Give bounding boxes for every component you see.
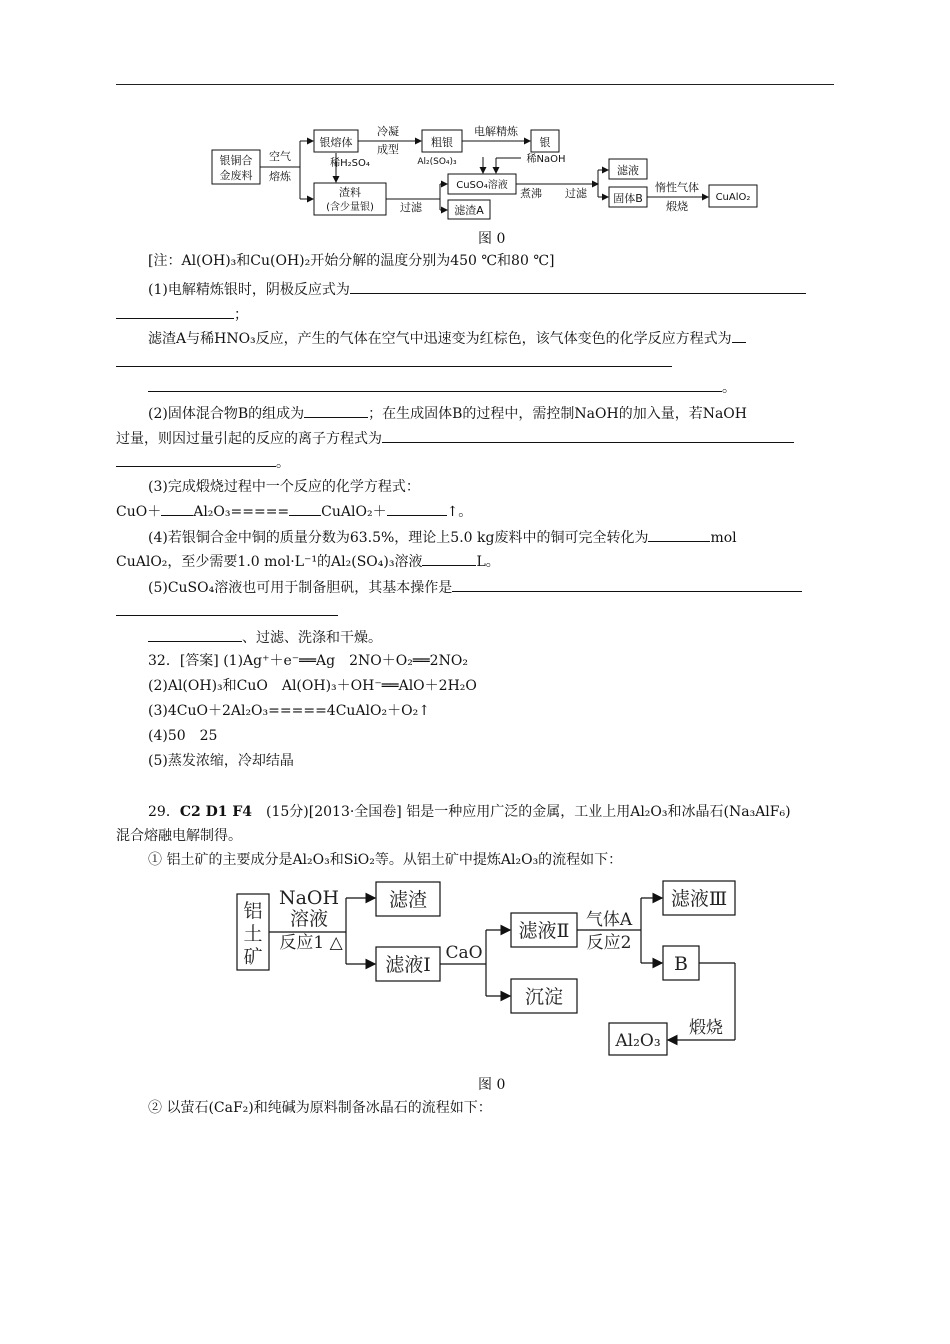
q1b-text: 滤渣A与稀HNO₃反应，产生的气体在空气中迅速变为红棕色，该气体变色的化学反应方程式为 bbox=[148, 331, 732, 347]
q2-line-b bbox=[116, 428, 794, 449]
q3-part-2: Al₂O₃===== bbox=[193, 504, 290, 520]
problem-tags: C2 D1 F4 bbox=[179, 804, 253, 820]
silver-label: 银 bbox=[539, 136, 551, 149]
ore-char-2: 土 bbox=[243, 923, 263, 945]
q4-part-4: L。 bbox=[476, 554, 500, 570]
gas-a-label: 气体A bbox=[585, 910, 633, 930]
answer-3: (3)4CuO＋2Al₂O₃=====4CuAlO₂＋O₂↑ bbox=[148, 703, 430, 719]
flow-diagram-2 bbox=[0, 870, 950, 1070]
alloy-label-2: 金废料 bbox=[219, 169, 253, 182]
filtrate-label: 滤液 bbox=[617, 164, 639, 177]
air-label: 空气 bbox=[269, 150, 291, 163]
p29-line-b: 混合熔融电解制得。 bbox=[116, 828, 242, 844]
answer-2: (2)Al(OH)₃和CuO Al(OH)₃＋OH⁻══AlO＋2H₂O bbox=[148, 678, 477, 694]
filtrate2-label: 滤液Ⅱ bbox=[518, 920, 570, 942]
al2o3-label: Al₂O₃ bbox=[615, 1031, 661, 1051]
q5-text: (5)CuSO₄溶液也可用于制备胆矾，其基本操作是 bbox=[148, 580, 453, 596]
silver-melt-label: 银熔体 bbox=[319, 136, 353, 149]
al2so43-label: Al₂(SO₄)₃ bbox=[417, 157, 457, 167]
filter2-label: 过滤 bbox=[565, 187, 587, 200]
slag-label-2: (含少量银) bbox=[326, 202, 374, 213]
q3-line-b bbox=[116, 501, 472, 522]
filtrate1-label: 滤液Ⅰ bbox=[385, 954, 431, 976]
note-line: [注：Al(OH)₃和Cu(OH)₂开始分解的温度分别为450 ℃和80 ℃] bbox=[148, 253, 555, 269]
q4-line-a bbox=[148, 527, 737, 548]
b-label: B bbox=[674, 953, 688, 975]
precipitate-label: 沉淀 bbox=[524, 986, 564, 1008]
q5-line-c bbox=[148, 627, 382, 648]
p29-line-c: ① 铝土矿的主要成分是Al₂O₃和SiO₂等。从铝土矿中提炼Al₂O₃的流程如下： bbox=[148, 852, 623, 868]
filter1-label: 过滤 bbox=[400, 201, 422, 214]
p29-line-a bbox=[148, 802, 791, 822]
q3-part-1: CuO＋ bbox=[116, 504, 162, 520]
answer-blank bbox=[648, 527, 710, 542]
answer-blank bbox=[382, 428, 794, 443]
answer-blank bbox=[387, 501, 447, 516]
naoh-label: NaOH bbox=[278, 887, 340, 909]
answer-blank bbox=[732, 328, 746, 343]
residue-label: 滤渣 bbox=[388, 889, 428, 911]
answer-blank bbox=[148, 627, 242, 642]
smelt-label: 熔炼 bbox=[269, 170, 291, 183]
ore-char-3: 矿 bbox=[243, 946, 263, 968]
q2a-text: (2)固体混合物B的组成为 bbox=[148, 406, 305, 422]
q4-part-3: CuAlO₂，至少需要1.0 mol·L⁻¹的Al₂(SO₄)₃溶液 bbox=[116, 554, 423, 570]
answer-blank bbox=[116, 452, 276, 467]
q2-line-a bbox=[148, 403, 747, 424]
q3-part-4: ↑。 bbox=[446, 504, 473, 520]
answer-blank bbox=[148, 377, 722, 392]
figure-caption-2: 图 0 bbox=[478, 1077, 506, 1093]
calcine-label: 煅烧 bbox=[666, 200, 688, 213]
q2b-text: ；在生成固体B的过程中，需控制NaOH的加入量，若NaOH bbox=[368, 406, 747, 422]
q1-line-b3: 。 bbox=[148, 377, 736, 398]
answer-blank bbox=[116, 601, 338, 616]
residue-a-label: 滤渣A bbox=[454, 204, 484, 217]
answer-4: (4)50 25 bbox=[148, 728, 218, 744]
q4-part-1: (4)若银铜合金中铜的质量分数为63.5%，理论上5.0 kg废料中的铜可完全转化为 bbox=[148, 530, 649, 546]
slag-label-1: 渣料 bbox=[339, 186, 361, 199]
answer-blank bbox=[452, 577, 802, 592]
ore-char-1: 铝 bbox=[243, 900, 263, 922]
q1-line-b bbox=[148, 328, 746, 349]
answer-blank bbox=[116, 352, 672, 367]
solid-b-label: 固体B bbox=[613, 192, 643, 205]
answer-5: (5)蒸发浓缩，冷却结晶 bbox=[148, 753, 294, 769]
product-label: CuAlO₂ bbox=[715, 192, 751, 203]
answer-blank bbox=[350, 279, 806, 294]
answer-heading: 32．[答案] bbox=[148, 653, 219, 669]
flow-diagram-1 bbox=[0, 0, 950, 230]
figure-caption-1: 图 0 bbox=[478, 231, 506, 247]
solution-label: 溶液 bbox=[289, 908, 329, 930]
dilute-h2so4-label: 稀H₂SO₄ bbox=[330, 158, 370, 169]
answer-line-1 bbox=[148, 651, 468, 671]
answer-blank bbox=[289, 501, 321, 516]
dilute-naoh-label: 稀NaOH bbox=[526, 154, 566, 165]
answer-blank bbox=[161, 501, 193, 516]
p29-line-d: ② 以萤石(CaF₂)和纯碱为原料制备冰晶石的流程如下： bbox=[148, 1100, 492, 1116]
q5-tail: 、过滤、洗涤和干燥。 bbox=[242, 630, 382, 646]
q3-part-3: CuAlO₂＋ bbox=[321, 504, 387, 520]
q4-part-2: mol bbox=[710, 530, 737, 546]
q2-line-c: 。 bbox=[116, 452, 290, 473]
calcine-label-2: 煅烧 bbox=[689, 1018, 723, 1038]
inert-gas-label: 惰性气体 bbox=[655, 181, 699, 194]
cao-label: CaO bbox=[445, 943, 483, 963]
problem-text: (15分)[2013·全国卷] 铝是一种应用广泛的金属，工业上用Al₂O₃和冰晶石(Na₃AlF₆) bbox=[266, 804, 791, 820]
reaction2-label: 反应2 bbox=[586, 933, 632, 953]
electrolysis-label: 电解精炼 bbox=[474, 125, 518, 138]
answer-1: (1)Ag⁺＋e⁻══Ag 2NO＋O₂══2NO₂ bbox=[223, 653, 468, 669]
cuso4-label: CuSO₄溶液 bbox=[456, 180, 508, 191]
answer-blank bbox=[116, 304, 234, 319]
boil-label: 煮沸 bbox=[520, 187, 542, 200]
cool-label: 冷凝 bbox=[377, 125, 399, 138]
q2c-text: 过量，则因过量引起的反应的离子方程式为 bbox=[116, 431, 382, 447]
q1-line-b2 bbox=[116, 352, 672, 373]
crude-silver-label: 粗银 bbox=[431, 136, 453, 149]
q1-text: (1)电解精炼银时，阴极反应式为 bbox=[148, 282, 350, 298]
answer-blank bbox=[422, 551, 476, 566]
q1-line-a bbox=[148, 279, 806, 300]
problem-number: 29． bbox=[148, 804, 180, 820]
alloy-label-1: 银铜合 bbox=[219, 154, 253, 167]
q5-line-a bbox=[148, 577, 802, 598]
q4-line-b bbox=[116, 551, 500, 572]
q1-line-a2: ； bbox=[116, 304, 248, 325]
q3-line-a: (3)完成煅烧过程中一个反应的化学方程式： bbox=[148, 479, 420, 495]
q5-line-b bbox=[116, 601, 338, 622]
mold-label: 成型 bbox=[377, 143, 399, 156]
answer-blank bbox=[304, 403, 368, 418]
filtrate3-label: 滤液Ⅲ bbox=[670, 888, 728, 910]
reaction1-label: 反应1 △ bbox=[279, 933, 343, 953]
